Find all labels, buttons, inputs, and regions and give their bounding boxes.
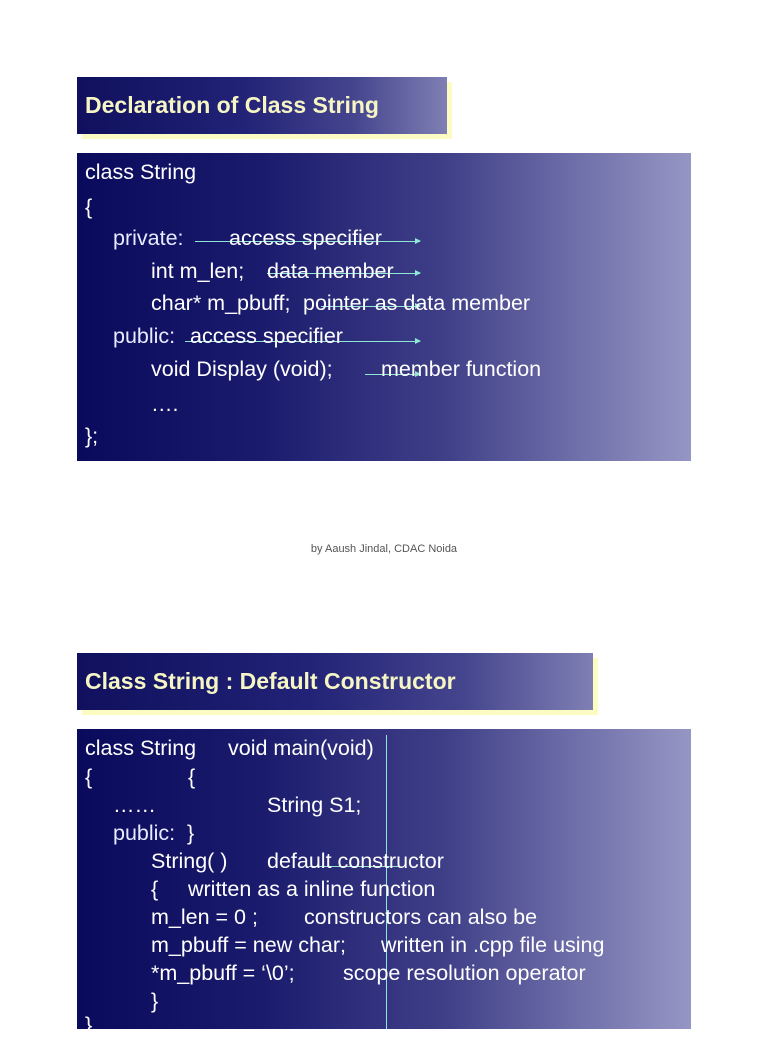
- annotation: member function: [381, 357, 542, 381]
- annotation: written in .cpp file using: [381, 933, 605, 957]
- code-line: void main(void): [228, 736, 374, 760]
- code-line: ……: [113, 793, 156, 817]
- code-line: String S1;: [267, 793, 362, 817]
- slide2-title-text: Class String : Default Constructor: [85, 668, 456, 694]
- code-line: };: [85, 424, 99, 448]
- annotation: constructors can also be: [304, 905, 538, 929]
- code-line: private:: [113, 226, 184, 250]
- code-line: }: [187, 821, 195, 845]
- code-line: ….: [151, 392, 179, 416]
- annotation: default constructor: [267, 849, 444, 873]
- code-line: int m_len;: [151, 259, 245, 283]
- code-line: class String: [85, 160, 197, 184]
- annotation: scope resolution operator: [343, 961, 586, 985]
- slide1-code-box: [77, 153, 691, 461]
- code-line: *m_pbuff = ‘\0’;: [151, 961, 295, 985]
- code-line: m_pbuff = new char;: [151, 933, 347, 957]
- code-line: class String: [85, 736, 197, 760]
- slide1-title: [77, 77, 447, 134]
- code-line: {: [85, 765, 93, 789]
- code-line: m_len = 0 ;: [151, 905, 258, 929]
- annotation: written as a inline function: [188, 877, 436, 901]
- code-line: {: [188, 765, 196, 789]
- annotation: data member: [267, 259, 394, 283]
- code-line: }: [151, 989, 159, 1013]
- code-line: }: [85, 1013, 93, 1037]
- code-line: public:: [113, 821, 176, 845]
- code-line: {: [151, 877, 159, 901]
- code-line: void Display (void);: [151, 357, 333, 381]
- slide1-title-text: Declaration of Class String: [85, 92, 379, 118]
- footer-credit: by Aaush Jindal, CDAC Noida: [310, 543, 458, 555]
- code-line: public:: [113, 324, 176, 348]
- annotation: access specifier: [229, 226, 382, 250]
- code-line: char* m_pbuff;: [151, 291, 291, 315]
- code-line: {: [85, 195, 93, 219]
- annotation: pointer as data member: [303, 291, 531, 315]
- slide2-code-box: [77, 729, 691, 1037]
- annotation: access specifier: [190, 324, 343, 348]
- slide2-title: [77, 653, 593, 710]
- code-line: String( ): [151, 849, 228, 873]
